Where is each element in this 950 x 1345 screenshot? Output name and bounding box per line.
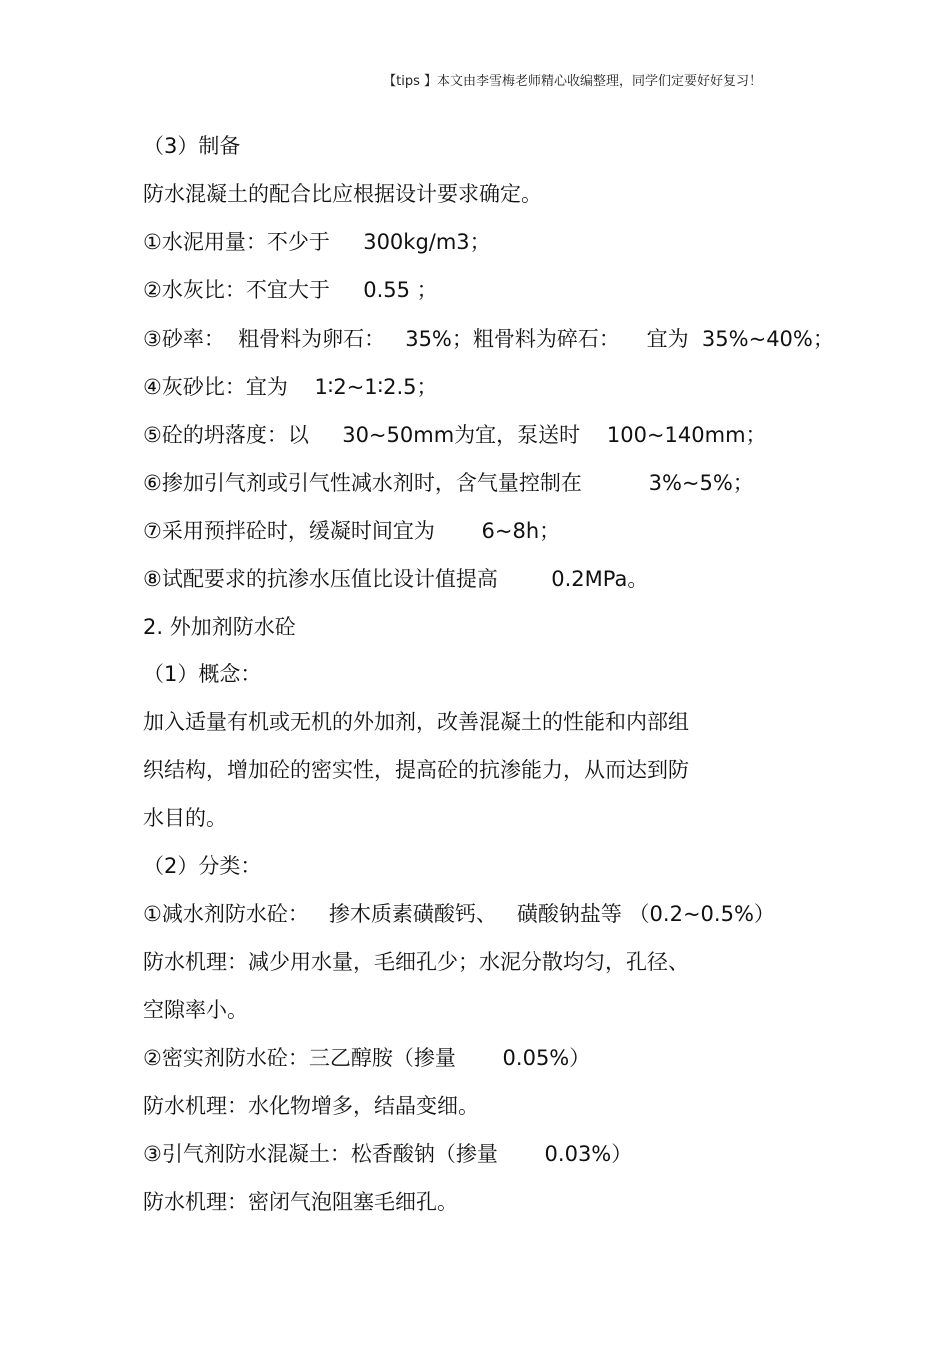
list-item-water-reducer: ①减水剂防水砼： 掺木质素磺酸钙、 磺酸钠盐等 （0.2~0.5%） [143, 902, 775, 926]
list-item-slump: ⑤砼的坍落度：以 30~50mm为宜，泵送时 100~140mm； [143, 423, 767, 447]
mechanism-line: 防水机理：减少用水量，毛细孔少；水泥分散均匀，孔径、 [143, 950, 689, 974]
subheading-concept: （1）概念： [143, 662, 262, 686]
paragraph-line: 水目的。 [143, 806, 227, 830]
paragraph-line: 加入适量有机或无机的外加剂，改善混凝土的性能和内部组 [143, 710, 689, 734]
subheading-classification: （2）分类： [143, 854, 262, 878]
section-heading-admixture: 2. 外加剂防水砼 [143, 615, 296, 639]
list-item-test-pressure: ⑧试配要求的抗渗水压值比设计值提高 0.2MPa。 [143, 567, 649, 591]
text-line: 防水混凝土的配合比应根据设计要求确定。 [143, 182, 542, 206]
paragraph-line: 织结构，增加砼的密实性，提高砼的抗渗能力，从而达到防 [143, 758, 689, 782]
page-header-tip: 【tips 】本文由李雪梅老师精心收编整理，同学们定要好好复习！ [383, 74, 762, 89]
list-item-water-cement-ratio: ②水灰比：不宜大于 0.55 ； [143, 278, 438, 302]
mechanism-line: 防水机理：密闭气泡阻塞毛细孔。 [143, 1190, 458, 1214]
list-item-ash-sand-ratio: ④灰砂比：宜为 1∶2~1∶2.5； [143, 375, 438, 399]
mechanism-line: 防水机理：水化物增多，结晶变细。 [143, 1094, 479, 1118]
list-item-air-entraining: ③引气剂防水混凝土：松香酸钠（掺量 0.03%） [143, 1142, 633, 1166]
list-item-air-content: ⑥掺加引气剂或引气性减水剂时，含气量控制在 3%~5%； [143, 471, 754, 495]
list-item-densifier: ②密实剂防水砼：三乙醇胺（掺量 0.05%） [143, 1046, 591, 1070]
list-item-retarding-time: ⑦采用预拌砼时，缓凝时间宜为 6~8h； [143, 519, 561, 543]
list-item-cement: ①水泥用量：不少于 300kg/m3； [143, 230, 491, 254]
mechanism-line: 空隙率小。 [143, 998, 248, 1022]
list-item-sand-ratio: ③砂率： 粗骨料为卵石： 35%；粗骨料为碎石： 宜为 35%~40%； [143, 327, 834, 351]
section-heading-preparation: （3）制备 [143, 134, 241, 158]
